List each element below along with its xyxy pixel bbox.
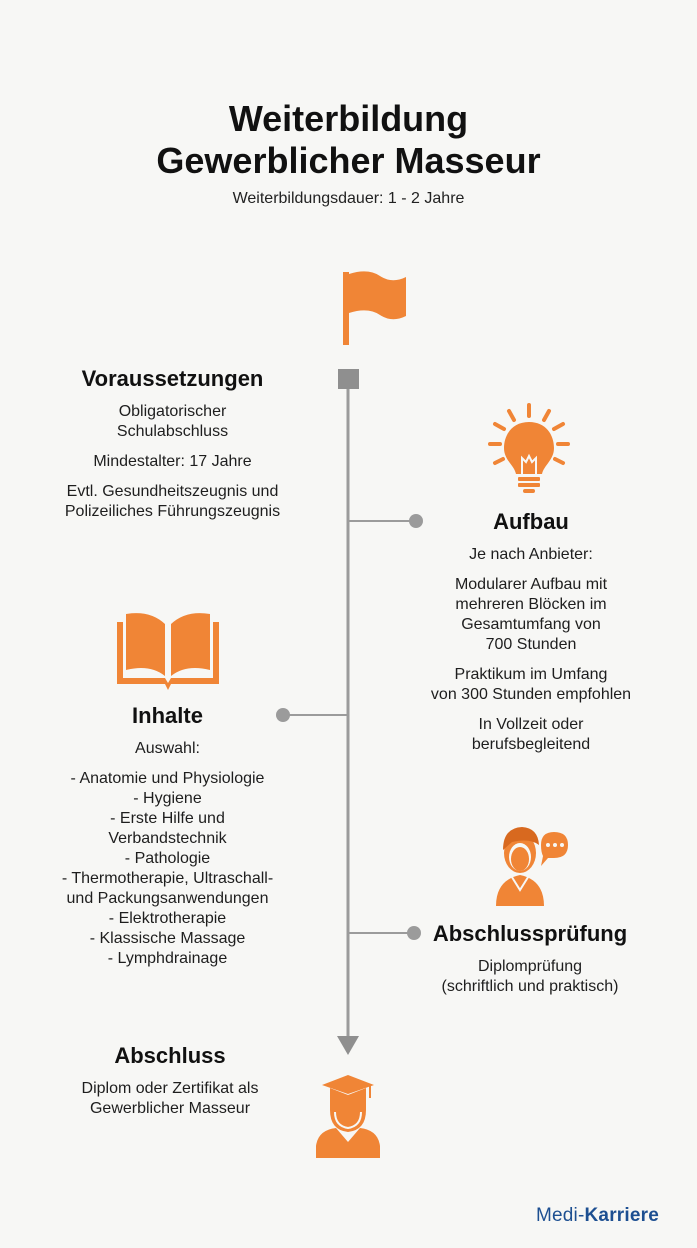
abschlusspruefung-text: Diplomprüfung (schriftlich und praktisch) [441,958,619,995]
brand-part-1: Medi- [536,1205,585,1226]
abschluss-text: Diplom oder Zertifikat als Gewerblicher Masseur [81,1080,259,1117]
aufbau-item: Praktikum im Umfang von 300 Stunden empfohlen [430,666,632,703]
graduate-icon [316,1075,380,1158]
node-abschlusspruefung [407,926,421,940]
duration-subtitle: Weiterbildungsdauer: 1 - 2 Jahre [232,190,465,207]
voraussetzungen-item: Evtl. Gesundheitszeugnis und Polizeiliches Führungszeugnis [64,483,281,520]
title-line-1: Weiterbildung [228,98,469,139]
section-inhalte [40,703,295,969]
timeline-start-square [338,369,359,389]
aufbau-item: In Vollzeit oder berufsbegleitend [471,716,591,753]
inhalte-intro: Auswahl: [135,740,200,757]
voraussetzungen-item: Obligatorischer Schulabschluss [116,403,229,440]
timeline-arrow-head [337,1036,359,1055]
abschlusspruefung-heading: Abschlussprüfung [432,921,628,946]
section-abschlusspruefung [420,921,640,1007]
title-line-2: Gewerblicher Masseur [156,140,541,181]
book-icon [117,613,219,690]
brand-logo [536,1205,659,1227]
voraussetzungen-item: Mindestalter: 17 Jahre [93,453,252,470]
flag-icon [343,271,406,345]
lightbulb-body [504,422,554,493]
section-aufbau [415,509,647,765]
aufbau-heading: Aufbau [493,509,569,534]
brand-part-2: Karriere [584,1205,659,1226]
aufbau-item: Modularer Aufbau mit mehreren Blöcken im Gesamtumfang von 700 Stunden [454,576,608,653]
inhalte-list: - Anatomie und Physiologie - Hygiene - Erste Hilfe und Verbandstechnik - Pathologie - Thermotherapie, Ultraschall- und Packungsanwendungen - Elektrotherapie - Klassische Massage - Lymphdrainage [61,770,274,967]
abschluss-heading: Abschluss [114,1043,226,1068]
support-person-icon [496,827,568,906]
aufbau-item: Je nach Anbieter: [469,546,593,563]
inhalte-heading: Inhalte [132,703,203,728]
voraussetzungen-heading: Voraussetzungen [81,366,264,391]
section-abschluss [40,1043,300,1129]
section-voraussetzungen [40,366,305,532]
